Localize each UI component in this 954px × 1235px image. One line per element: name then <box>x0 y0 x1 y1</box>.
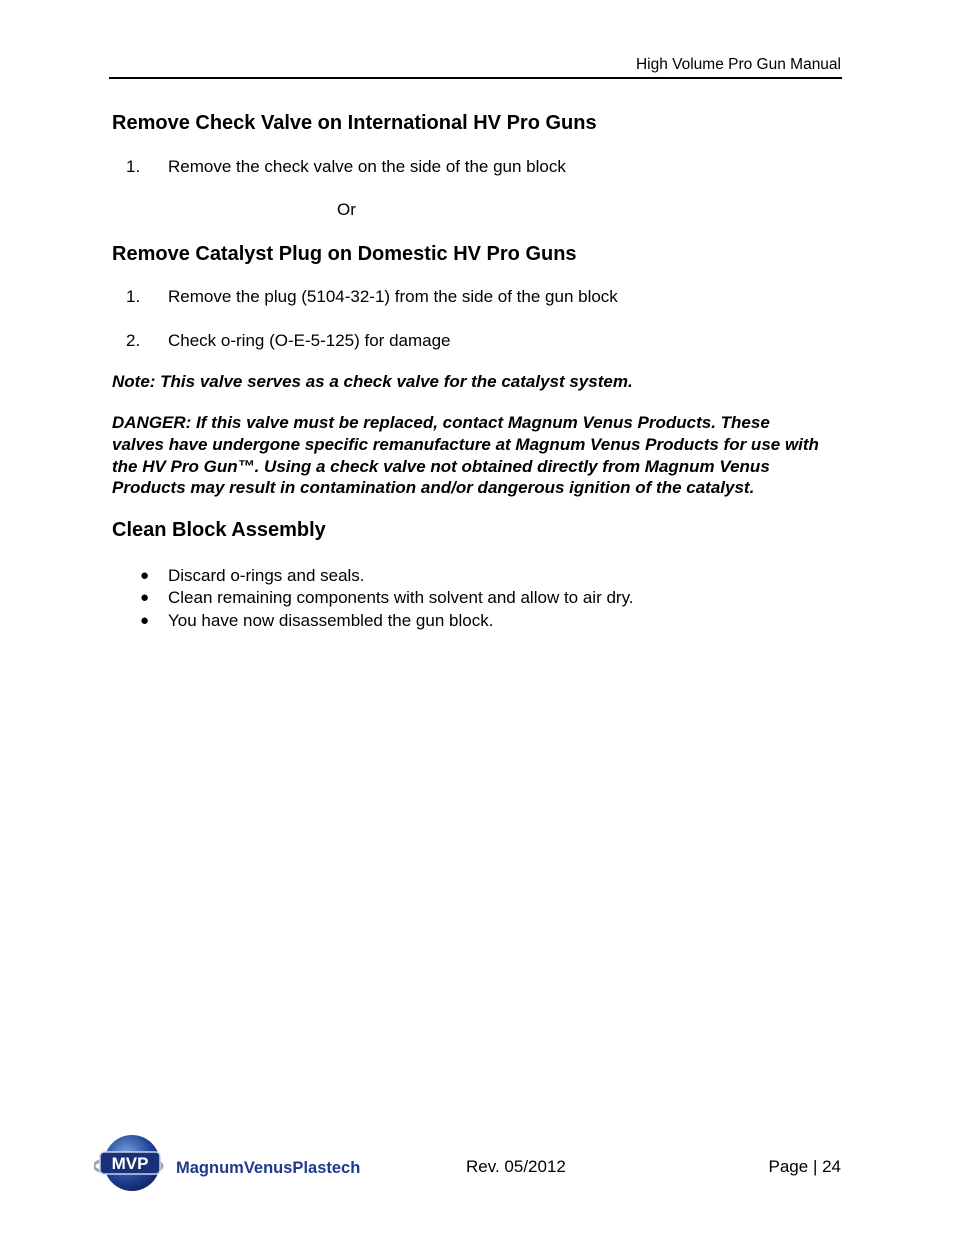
danger-line: DANGER: If this valve must be replaced, contact Magnum Venus Products. These <box>112 413 770 432</box>
section-heading-catalyst-plug: Remove Catalyst Plug on Domestic HV Pro Guns <box>112 243 577 265</box>
bullet-icon: ● <box>140 589 150 606</box>
footer-revision: Rev. 05/2012 <box>466 1157 566 1176</box>
bullet-text: Discard o-rings and seals. <box>168 566 365 585</box>
danger-line: valves have undergone specific remanufacture at Magnum Venus Products for use with <box>112 434 819 454</box>
logo-wordmark: MagnumVenusPlastech <box>176 1159 361 1177</box>
step-number: 1. <box>126 287 141 306</box>
company-logo <box>94 1132 384 1194</box>
note-text: Note: This valve serves as a check valve for the catalyst system. <box>112 372 633 391</box>
or-separator: Or <box>337 200 356 219</box>
danger-warning <box>112 412 902 499</box>
step-text: Check o-ring (O-E-5-125) for damage <box>168 331 451 350</box>
header-title: High Volume Pro Gun Manual <box>635 56 841 73</box>
bullet-icon: ● <box>140 612 150 629</box>
logo-badge-text: MVP <box>111 1154 149 1173</box>
step-number: 2. <box>126 331 141 350</box>
danger-line: Products may result in contamination and/or dangerous ignition of the catalyst. <box>112 478 755 498</box>
footer-page-number: Page | 24 <box>768 1157 841 1176</box>
bullet-icon: ● <box>140 567 150 584</box>
section-heading-check-valve: Remove Check Valve on International HV Pro Guns <box>112 112 597 134</box>
step-text: Remove the check valve on the side of the gun block <box>168 157 566 176</box>
bullet-text: You have now disassembled the gun block. <box>168 611 494 630</box>
section-heading-clean-block: Clean Block Assembly <box>112 519 326 541</box>
danger-line: the HV Pro Gun™. Using a check valve not obtained directly from Magnum Venus <box>112 456 770 476</box>
bullet-text: Clean remaining components with solvent and allow to air dry. <box>168 588 634 607</box>
step-number: 1. <box>126 157 141 176</box>
step-text: Remove the plug (5104-32-1) from the side of the gun block <box>168 287 618 306</box>
header-rule <box>109 77 842 79</box>
